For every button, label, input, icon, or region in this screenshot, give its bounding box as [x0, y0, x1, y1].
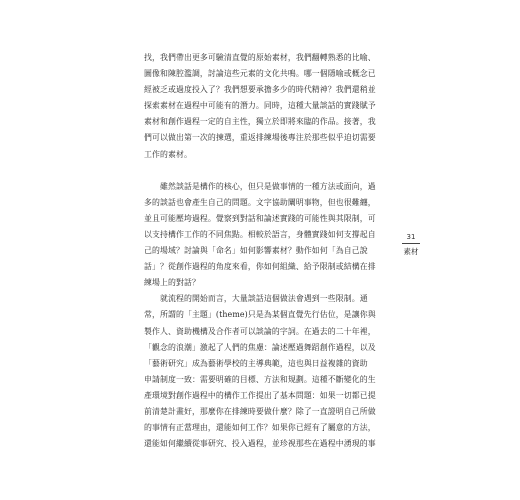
text-line: 還能如何繼續從事研究、投入過程，並珍視那些在過程中湧現的事: [144, 439, 376, 449]
text-line: 素材和創作過程一定的自主性，獨立於即將來臨的作品。接著，我: [144, 117, 376, 127]
text-line: 己的場域？討論與「命名」如何影響素材？動作如何「為自己說: [144, 246, 368, 256]
text-line: 前清楚計畫好，那麼你在排練時要做什麼？除了一直證明自己所做: [144, 406, 376, 416]
text-line: 製作人、資助機構及合作者可以談論的字詞。在過去的二十年裡，: [144, 326, 376, 336]
body-text: [144, 50, 378, 452]
page-margin-marker: [402, 233, 420, 256]
text-line: 找，我們帶出更多可驗清直覺的原始素材，我們翻轉熟悉的比喻、: [144, 53, 376, 62]
paragraph: [144, 50, 378, 163]
text-line: 們可以做出第一次的揀選，重返排練場後專注於那些似乎迫切需要: [144, 133, 376, 143]
paragraph-gap: [144, 163, 378, 179]
text-line: 產環境對創作過程中的構作工作提出了基本問題：如果一切都已提: [144, 390, 376, 400]
text-line: 多的談話也會產生自己的問題。文字協助闡明事物，但也很難纏，: [144, 197, 376, 207]
text-line: 雖然談話是構作的核心，但只是做事情的一種方法或面向，過: [144, 181, 376, 191]
text-line: 申請制度一致：需要明確的目標、方法和規劃。這種不斷變化的生: [144, 374, 376, 384]
text-line: 常，所謂的「主題」(theme)只是為某個直覺先行估位，是讓你與: [144, 310, 376, 320]
text-line: 就流程的開始而言，大量談話這個做法會遇到一些限制。通: [144, 294, 368, 304]
text-line: 探索素材在過程中可能有的潛力。同時，這種大量談話的實踐賦予: [144, 101, 376, 111]
text-line: 「觀念的浪潮」激起了人們的焦慮：論述壓過舞蹈創作過程，以及: [144, 342, 376, 352]
text-line: 以支持構作工作的不同焦點。相較於語言，身體實踐如何支撐起自: [144, 229, 376, 239]
paragraph: [144, 179, 378, 292]
section-label: 素材: [403, 247, 419, 256]
page-number: 31: [402, 233, 420, 244]
text-line: 工作的素材。: [144, 149, 192, 159]
text-line: 圖像和陳腔濫調，討論這些元素的文化共鳴。哪一個隱喻或概念已: [144, 69, 376, 79]
text-line: 話」？從創作過程的角度來看，你如何組織、給予限制或結構在排: [144, 262, 376, 272]
text-line: 「藝術研究」成為藝術學校的主導典範，這也與日益複雜的資助: [144, 358, 368, 368]
text-line: 經被乏或過度投入了？我們想要承擔多少的時代精神？我們還稍並: [144, 85, 376, 95]
text-line: 的事情有正當理由，還能如何工作？如果你已經有了屬意的方法，: [144, 423, 376, 433]
paragraph: [144, 291, 378, 452]
text-line: 練場上的對話？: [144, 278, 200, 288]
text-line: 並且可能壓垮過程。覺察到對話和論述實踐的可能性與其限制，可: [144, 213, 376, 223]
